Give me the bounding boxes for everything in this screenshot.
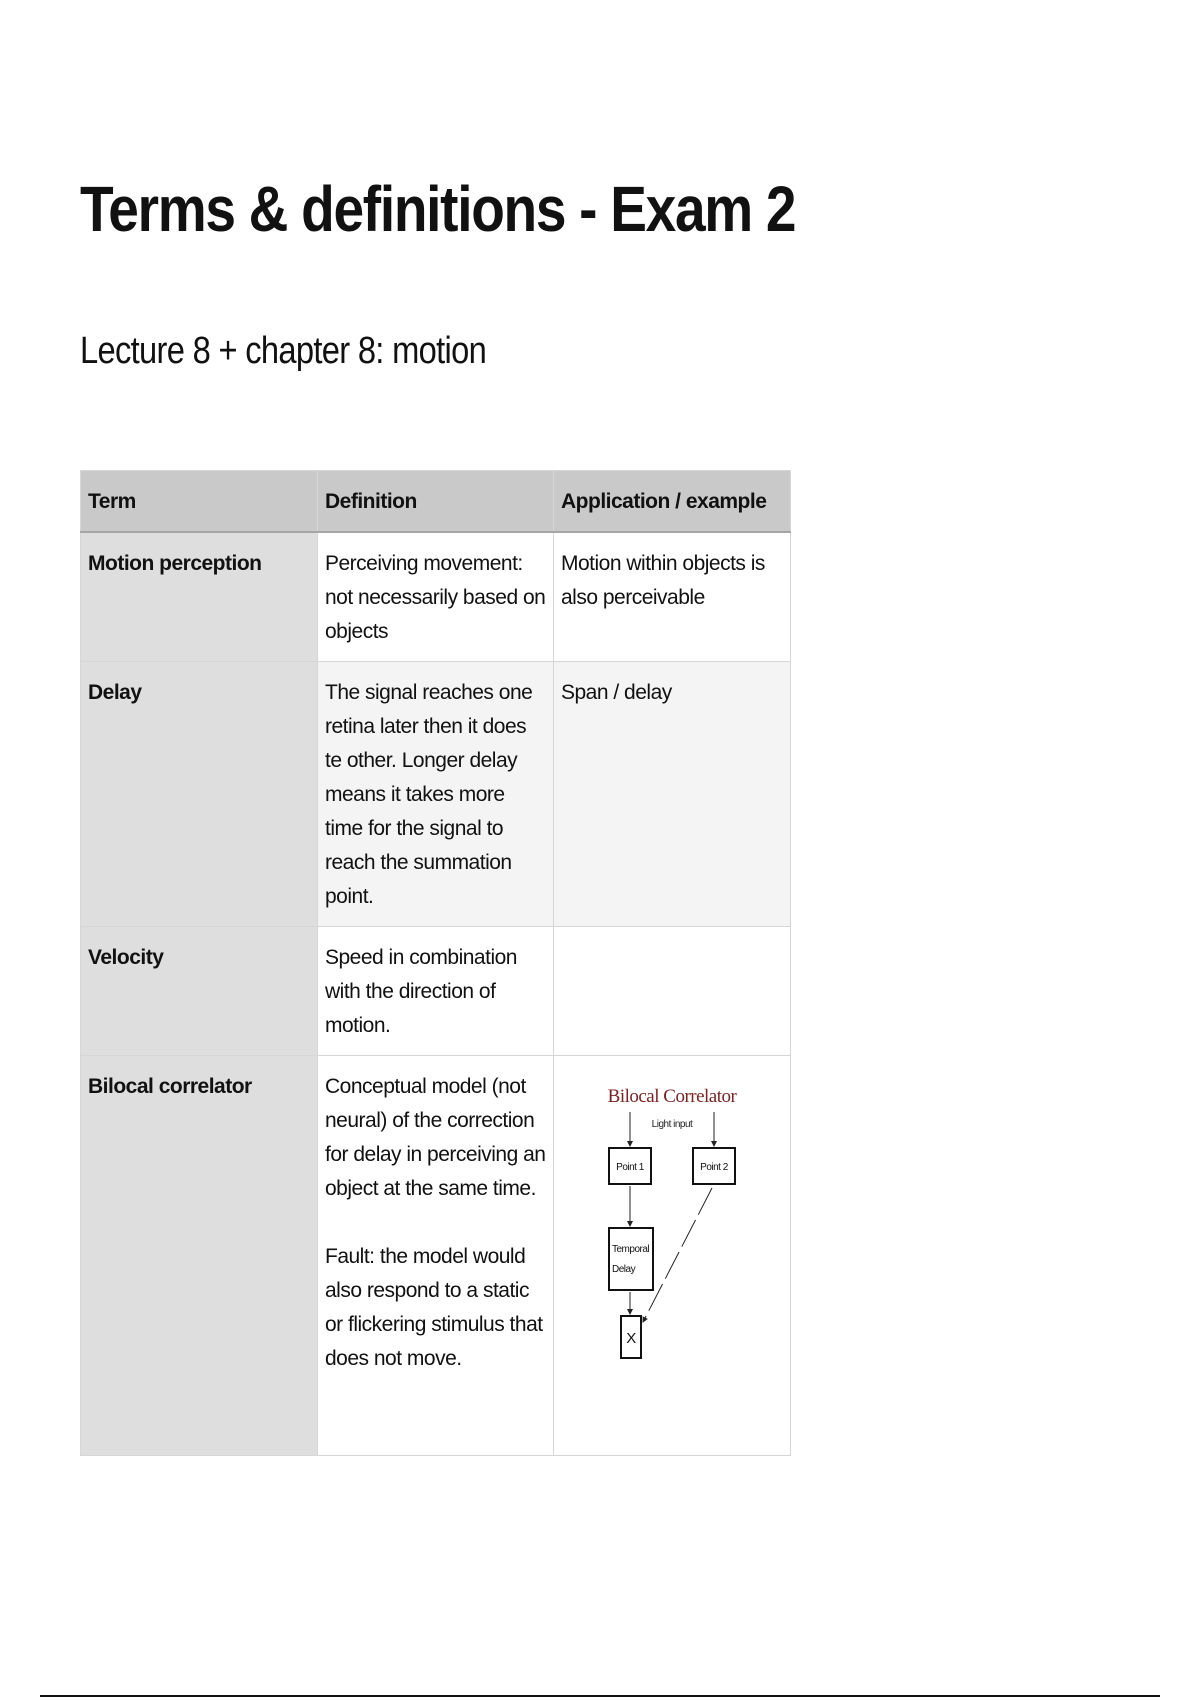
temporal-delay-box — [609, 1228, 653, 1290]
point1-label: Point 1 — [616, 1162, 644, 1173]
table-row — [81, 662, 791, 927]
definition-cell — [318, 662, 554, 927]
table-row — [81, 532, 791, 662]
header-application: Application / example — [554, 471, 791, 533]
multiplier-label: X — [626, 1330, 636, 1347]
definition-cell — [318, 532, 554, 662]
definition-cell — [318, 927, 554, 1056]
point2-label: Point 2 — [700, 1162, 728, 1173]
term-cell: Bilocal correlator — [81, 1056, 318, 1456]
definition-cell — [318, 1056, 554, 1456]
application-cell: Motion within objects is also perceivable — [554, 532, 791, 662]
table-row — [81, 927, 791, 1056]
term-cell: Velocity — [81, 927, 318, 1056]
header-term: Term — [81, 471, 318, 533]
definition-text: The signal reaches one retina later then it does te other. Longer delay means it takes more time for the signal to reach the summation point. — [325, 681, 533, 908]
bottom-rule — [40, 1695, 1160, 1697]
application-cell — [554, 1056, 791, 1456]
diagram-input-label: Light input — [651, 1119, 693, 1130]
page-title: Terms & definitions - Exam 2 — [80, 173, 796, 245]
section-title: Lecture 8 + chapter 8: motion — [80, 330, 487, 372]
definition-text: Fault: the model would also respond to a static or flickering stimulus that does not move. — [325, 1245, 543, 1370]
term-cell: Delay — [81, 662, 318, 927]
table-row — [81, 1056, 791, 1456]
terms-table — [80, 470, 791, 1456]
definition-text: Speed in combination with the direction of motion. — [325, 946, 517, 1037]
application-cell: Span / delay — [554, 662, 791, 927]
definition-text: Perceiving movement: not necessarily based on objects — [325, 552, 546, 643]
definition-text: Conceptual model (not neural) of the correction for delay in perceiving an object at the same time. — [325, 1075, 546, 1200]
temporal-delay-label-line2: Delay — [612, 1264, 636, 1275]
temporal-delay-label-line1: Temporal — [612, 1244, 650, 1255]
application-cell — [554, 927, 791, 1056]
header-definition: Definition — [318, 471, 554, 533]
bilocal-correlator-diagram — [597, 1078, 747, 1378]
diagram-title: Bilocal Correlator — [607, 1086, 737, 1107]
table-header-row — [81, 471, 791, 533]
term-cell: Motion perception — [81, 532, 318, 662]
